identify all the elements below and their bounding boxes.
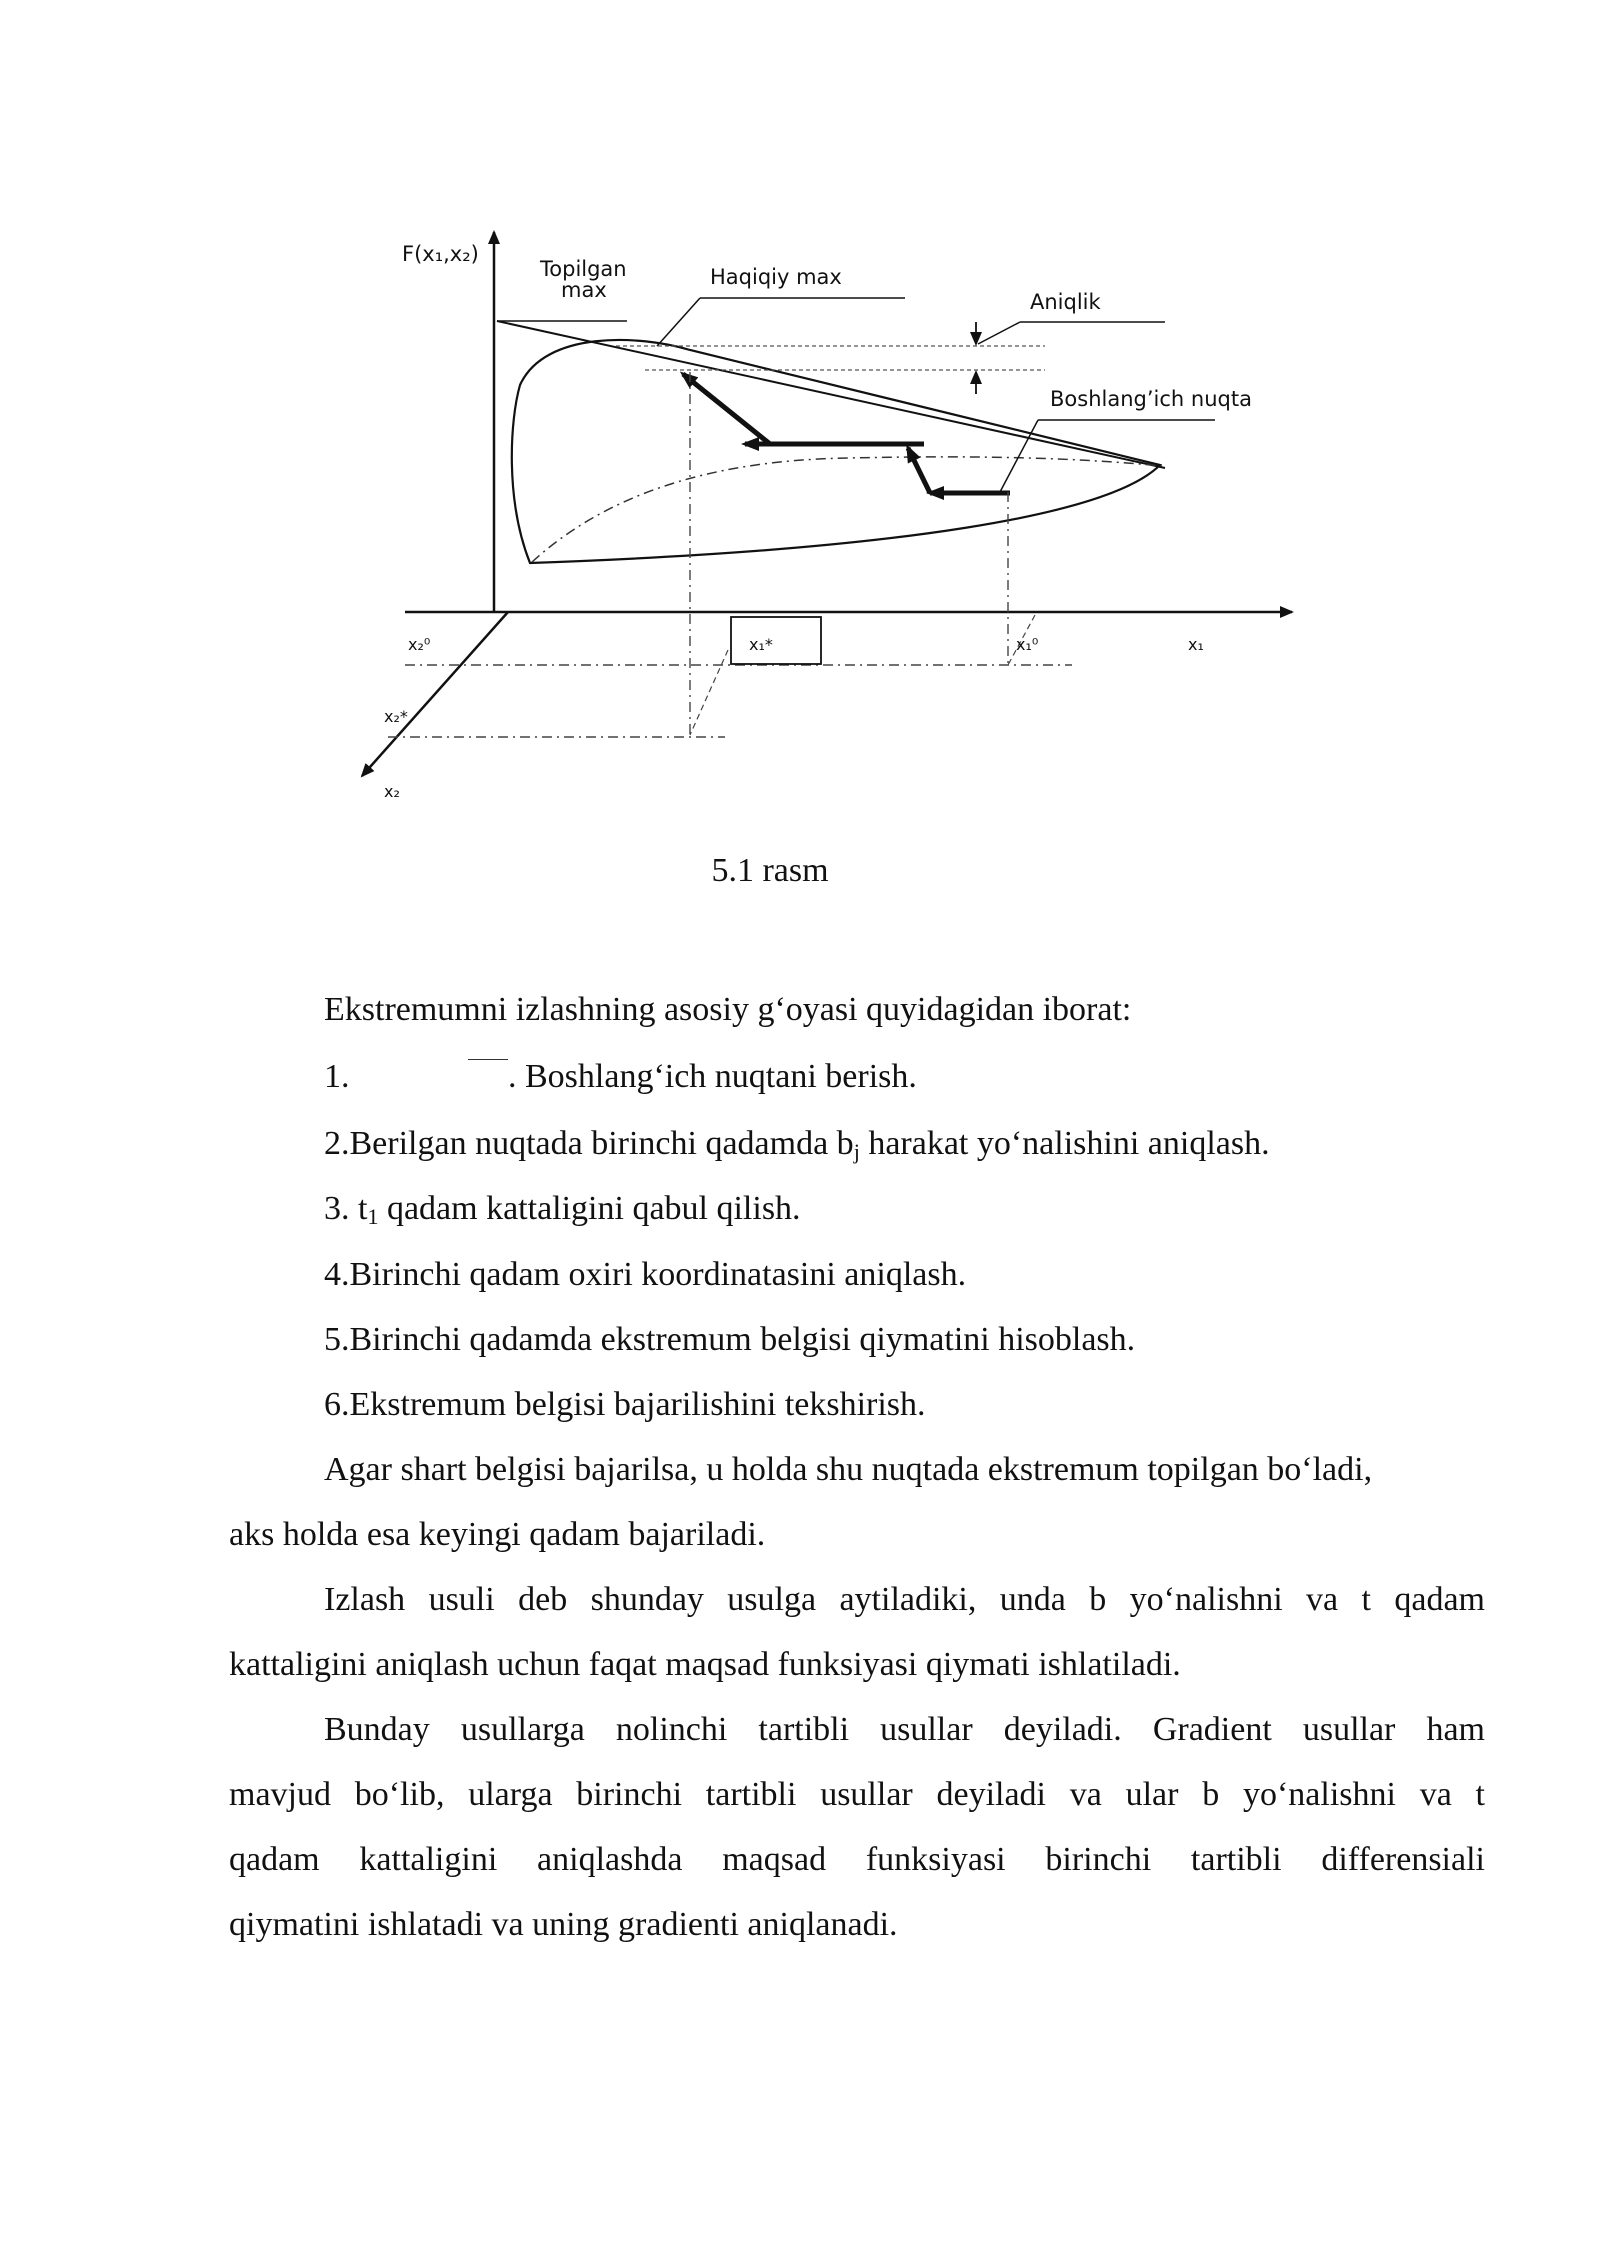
step-3-text-b: qadam kattaligini qabul qilish. (378, 1190, 801, 1227)
accuracy-leader (978, 322, 1020, 344)
step-1 (324, 1057, 917, 1097)
paragraph-3-line-4: qiymatini ishlatadi va uning gradienti aniqlanadi. (229, 1906, 898, 1943)
step-3 (324, 1189, 801, 1237)
x1-axis-label: x₁ (1188, 635, 1204, 654)
x2-star-label: x₂* (384, 707, 408, 726)
step-1-text: . Boshlang‘ich nuqtani berish. (508, 1058, 917, 1095)
x1-star-label: x₁* (749, 635, 773, 654)
true-max-leader (657, 298, 700, 346)
step-4: 4.Birinchi qadam oxiri koordinatasini aniqlash. (324, 1256, 967, 1293)
accuracy-label: Aniqlik (1030, 290, 1101, 314)
paragraph-3-line-2: mavjud bo‘lib, ularga birinchi tartibli usullar deyiladi va ular b yo‘nalishni va t (229, 1776, 1485, 1813)
step-6: 6.Ekstremum belgisi bajarilishini tekshirish. (324, 1386, 926, 1423)
paragraph-2-line-2: kattaligini aniqlash uchun faqat maqsad funksiyasi qiymati ishlatiladi. (229, 1646, 1181, 1683)
x1-zero-label: x₁⁰ (1016, 635, 1039, 654)
start-point-symbol (468, 1059, 508, 1061)
paragraph-2-line-1: Izlash usuli deb shunday usulga aytiladiki, unda b yo‘nalishni va t qadam (324, 1581, 1485, 1618)
x2-zero-label: x₂⁰ (408, 635, 431, 654)
paragraph-3-line-1: Bunday usullarga nolinchi tartibli usullar deyiladi. Gradient usullar ham (324, 1711, 1485, 1748)
step-2-subscript: j (853, 1139, 860, 1164)
paragraph-3-line-3: qadam kattaligini aniqlashda maqsad funksiyasi birinchi tartibli differensiali (229, 1841, 1485, 1878)
paragraph-1-line-1: Agar shart belgisi bajarilsa, u holda shu nuqtada ekstremum topilgan bo‘ladi, (324, 1451, 1373, 1488)
intro-line: Ekstremumni izlashning asosiy g‘oyasi quyidagidan iborat: (324, 991, 1132, 1028)
true-max-label: Haqiqiy max (710, 265, 842, 289)
surface-contour (512, 340, 1160, 563)
figure-caption: 5.1 rasm (711, 852, 829, 889)
x1-star-diagonal (690, 650, 728, 735)
step-2-text-b: harakat yo‘nalishini aniqlash. (859, 1125, 1270, 1162)
f-axis-label: F(x₁,x₂) (402, 242, 479, 266)
search-path (683, 374, 1010, 493)
dashdot-curve (532, 457, 1162, 562)
x1-star-box (731, 617, 821, 664)
step-3-text-a: 3. t (324, 1190, 368, 1227)
found-max-label-2: max (561, 278, 607, 302)
x2-axis (362, 612, 508, 776)
step-2-text-a: 2.Berilgan nuqtada birinchi qadamda b (324, 1125, 854, 1162)
step-3-subscript: 1 (367, 1204, 379, 1229)
step-1-number: 1. (324, 1058, 350, 1095)
step-5: 5.Birinchi qadamda ekstremum belgisi qiymatini hisoblash. (324, 1321, 1136, 1358)
found-max-label-1: Topilgan (540, 257, 627, 281)
x2-axis-label: x₂ (384, 782, 400, 801)
step-2 (324, 1124, 1270, 1172)
start-point-label: Boshlang’ich nuqta (1050, 387, 1252, 411)
extremum-search-diagram (0, 0, 1600, 820)
paragraph-1-line-2: aks holda esa keyingi qadam bajariladi. (229, 1516, 766, 1553)
